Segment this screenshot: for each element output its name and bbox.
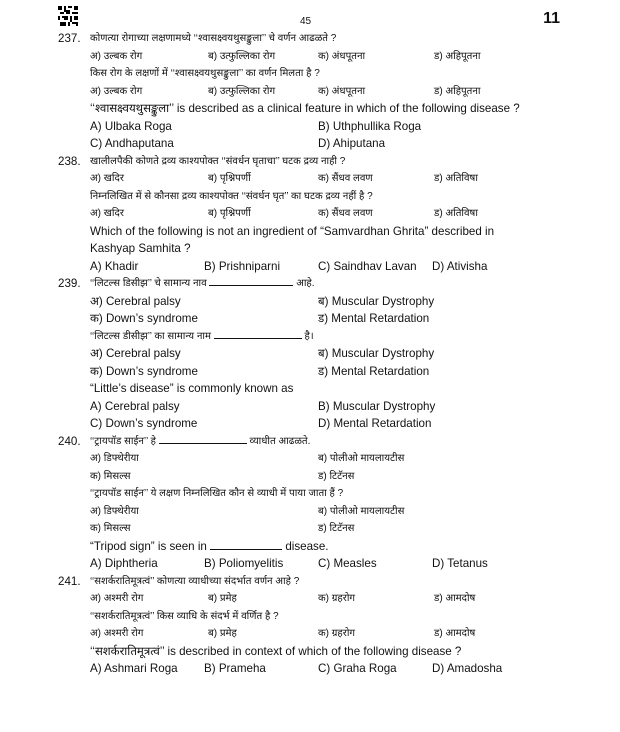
options-hindi-row2: [64, 520, 560, 538]
options-hindi-row2: [64, 363, 560, 381]
question-number: 240.: [58, 434, 81, 448]
options-english: [64, 555, 560, 573]
question-239: [58, 275, 560, 433]
option-a: अ) डिफ्थेरीया: [90, 505, 139, 517]
answer-blank: [210, 539, 282, 550]
option-b: ब) पृश्निपर्णी: [208, 173, 251, 184]
options-marathi-row2: [64, 310, 560, 328]
question-text-marathi: ‘‘ट्रायपॉड साईन’’ हे: [90, 435, 156, 447]
question-text-marathi-end: आहे.: [296, 278, 315, 289]
option-d: D) Mental Retardation: [318, 417, 432, 430]
option-d: D) Ativisha: [432, 259, 488, 273]
options-hindi-row1: [64, 345, 560, 363]
options-hindi: [64, 205, 560, 223]
option-a: A) Ulbaka Roga: [90, 119, 172, 133]
option-a: A) Cerebral palsy: [90, 399, 180, 413]
barcode-icon: [58, 6, 78, 26]
question-text-marathi-end: व्याधीत आढळते.: [249, 435, 311, 447]
question-text-marathi: ‘‘सशर्करातिमूत्रत्वं’’ कोणत्या व्याधीच्या संदर्भात वर्णन आहे ?: [90, 575, 300, 587]
options-english-row1: [64, 398, 560, 416]
option-b: ब) उत्फुल्लिका रोग: [208, 50, 276, 62]
option-d: ड) टिटॅनस: [318, 523, 355, 534]
question-text-english-end: disease.: [285, 539, 329, 553]
question-number: 239.: [58, 277, 81, 290]
question-text-hindi: निम्नलिखित में से कौनसा द्रव्य काश्यपोक्त ‘‘संवर्धन घृत’’ का घटक द्रव्य नहीं है ?: [90, 190, 373, 202]
option-c: क) अंधपूतना: [318, 85, 366, 97]
option-c: C) Graha Roga: [318, 662, 397, 675]
question-241: [58, 573, 560, 678]
options-english-row2: [64, 415, 560, 433]
options-marathi: [64, 590, 560, 608]
option-a: अ) डिफ्थेरीया: [90, 453, 139, 464]
options-marathi-row2: [64, 468, 560, 486]
answer-blank: [209, 275, 293, 286]
option-a: अ) Cerebral palsy: [90, 294, 181, 308]
option-c: क) मिसल्स: [90, 523, 131, 534]
option-d: ड) अहिपूतना: [434, 50, 481, 62]
option-b: ब) प्रमेह: [208, 628, 237, 639]
question-text-marathi: खालीलपैकी कोणते द्रव्य काश्यपोक्त ‘‘संवर्धन घृताचा’’ घटक द्रव्य नाही ?: [90, 155, 346, 167]
answer-blank: [159, 433, 247, 444]
option-c: C) Measles: [318, 557, 377, 570]
option-d: ड) अहिपूतना: [434, 85, 481, 97]
option-d: ड) अतिविषा: [434, 208, 478, 219]
options-marathi-row1: [64, 450, 560, 468]
option-d: ड) Mental Retardation: [318, 364, 430, 378]
options-hindi-row1: [64, 503, 560, 521]
question-text-english: ‘‘सशर्करातिमूत्रत्वं’’ is described in context of which of the following disease ?: [90, 644, 462, 658]
option-c: क) ग्रहरोग: [318, 628, 356, 639]
option-b: ब) पोलीओ मायलायटीस: [318, 453, 405, 464]
option-d: ड) आमदोष: [434, 593, 476, 604]
option-a: अ) अश्मरी रोग: [90, 593, 144, 604]
option-b: B) Muscular Dystrophy: [318, 399, 436, 413]
option-b: B) Prishniparni: [204, 259, 281, 273]
option-b: ब) उत्फुल्लिका रोग: [208, 85, 276, 97]
options-marathi: [64, 48, 560, 66]
question-number: 241.: [58, 574, 81, 588]
options-english: [64, 660, 560, 678]
option-a: अ) Cerebral palsy: [90, 347, 181, 360]
option-c: क) Down’s syndrome: [90, 312, 198, 325]
option-a: A) Khadir: [90, 259, 139, 273]
answer-blank: [214, 328, 302, 339]
option-a: अ) अश्मरी रोग: [90, 628, 144, 639]
options-marathi-row1: [64, 293, 560, 311]
option-b: B) Prameha: [204, 662, 266, 675]
question-237: [58, 30, 560, 153]
question-text-english: ‘‘श्वासक्ष्वयथुसङ्कुला’’ is described as a clinical feature in which of the following disease ?: [90, 102, 520, 115]
options-english-row2: [64, 135, 560, 153]
question-text-marathi: कोणत्या रोगाच्या लक्षणामध्ये ‘‘श्वासक्ष्वयथुसङ्कुला’’ चे वर्णन आढळते ?: [90, 33, 337, 44]
option-c: C) Down’s syndrome: [90, 417, 198, 430]
question-text-hindi-end: है।: [304, 330, 314, 342]
option-d: D) Ahiputana: [318, 137, 386, 150]
option-b: ब) Muscular Dystrophy: [318, 347, 435, 360]
options-hindi: [64, 83, 560, 101]
option-a: अ) उल्बक रोग: [90, 50, 143, 62]
question-text-english: “Little’s disease” is commonly known as: [90, 382, 294, 395]
option-c: C) Andhaputana: [90, 137, 174, 150]
option-d: ड) टिटॅनस: [318, 470, 355, 482]
question-text-hindi: ‘‘लिटल्स डीसीझ’’ का सामान्य नाम: [90, 330, 211, 342]
question-240: [58, 433, 560, 573]
option-c: क) मिसल्स: [90, 470, 131, 482]
question-number: 238.: [58, 154, 81, 168]
question-text-english-line1: Which of the following is not an ingredient of “Samvardhan Ghrita” described in: [90, 224, 495, 238]
question-text-english-line2: Kashyap Samhita ?: [90, 242, 191, 255]
option-b: ब) पोलीओ मायलायटीस: [318, 505, 405, 517]
option-b: B) Poliomyelitis: [204, 557, 284, 570]
option-c: क) सैंधव लवण: [318, 173, 373, 184]
option-c: क) Down’s syndrome: [90, 364, 198, 378]
question-text-marathi: ‘‘लिटल्स डिसीझ’’ चे सामान्य नाव: [90, 278, 207, 289]
option-a: अ) खदिर: [90, 208, 124, 219]
options-marathi: [64, 170, 560, 188]
option-d: ड) अतिविषा: [434, 173, 478, 184]
option-a: अ) खदिर: [90, 173, 124, 184]
option-b: ब) Muscular Dystrophy: [318, 294, 435, 308]
option-a: A) Ashmari Roga: [90, 662, 178, 675]
question-text-hindi: ‘‘सशर्करातिमूत्रत्वं’’ किस व्याधि के संदर्भ में वर्णित है ?: [90, 610, 279, 622]
sheet-number: 11: [543, 10, 560, 27]
question-text-hindi: ‘‘ट्रायपॉड साईन’’ ये लक्षण निम्नलिखित कौन से व्याधी में पाया जाता हैं ?: [90, 488, 344, 499]
option-c: क) सैंधव लवण: [318, 208, 373, 219]
option-b: ब) प्रमेह: [208, 593, 237, 604]
option-a: अ) उल्बक रोग: [90, 85, 143, 97]
page-number: 45: [300, 16, 312, 27]
question-text-english: “Tripod sign” is seen in: [90, 539, 207, 553]
question-list: [58, 30, 560, 678]
options-english-row1: [64, 118, 560, 136]
option-d: D) Amadosha: [432, 662, 503, 675]
question-text-hindi: किस रोग के लक्षणों में ‘‘श्वासक्ष्वयथुसङ्कुला’’ का वर्णन मिलता है ?: [90, 68, 320, 79]
question-number: 237.: [58, 32, 81, 45]
option-c: क) अंधपूतना: [318, 50, 366, 62]
option-d: ड) आमदोष: [434, 628, 476, 639]
option-b: ब) पृश्निपर्णी: [208, 208, 251, 219]
option-d: ड) Mental Retardation: [318, 312, 430, 325]
option-d: D) Tetanus: [432, 557, 488, 570]
option-b: B) Uthphullika Roga: [318, 119, 422, 133]
options-english: [64, 258, 560, 276]
option-a: A) Diphtheria: [90, 557, 158, 570]
question-238: [58, 153, 560, 276]
option-c: क) ग्रहरोग: [318, 593, 356, 604]
option-c: C) Saindhav Lavan: [318, 259, 417, 273]
options-hindi: [64, 625, 560, 643]
